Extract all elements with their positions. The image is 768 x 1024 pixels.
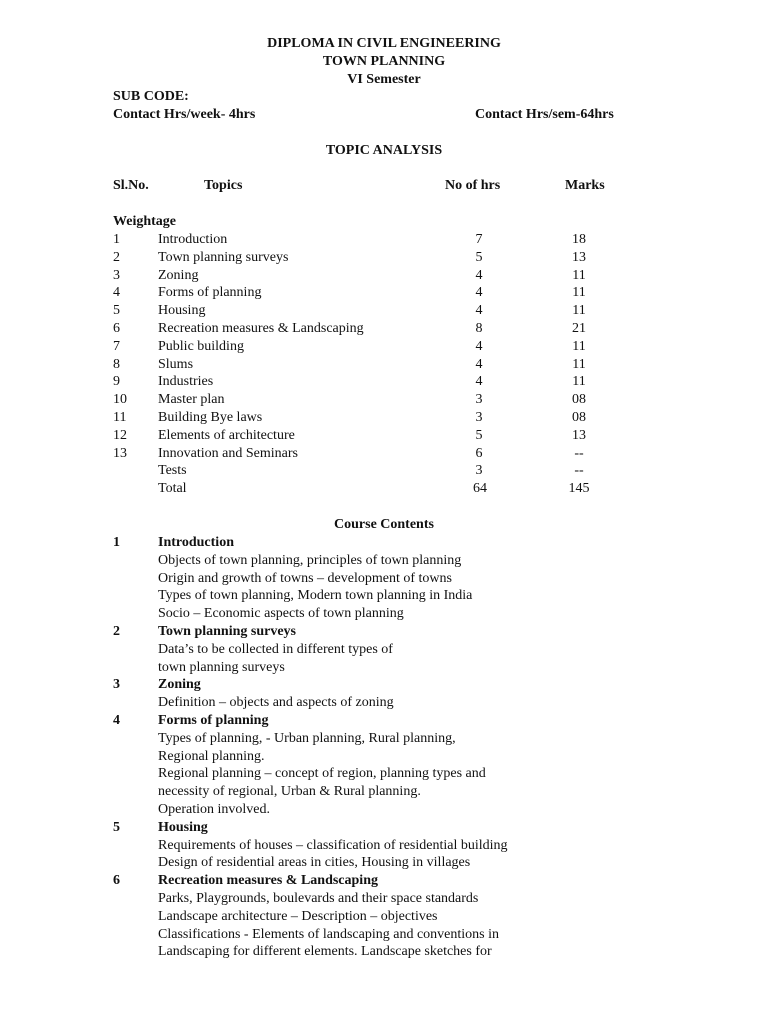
- section-line: necessity of regional, Urban & Rural planning.: [158, 784, 421, 800]
- section-lines: [158, 890, 499, 961]
- section-line: Definition – objects and aspects of zoning: [158, 695, 394, 711]
- table-row: [0, 338, 768, 356]
- row-number: 8: [113, 356, 120, 372]
- row-topic: Zoning: [158, 267, 199, 283]
- section-number: 2: [113, 624, 120, 639]
- row-number: 9: [113, 374, 120, 390]
- row-marks: 13: [572, 249, 586, 265]
- section-title: Housing: [158, 819, 208, 835]
- row-marks: 08: [572, 392, 586, 408]
- section-line: Landscaping for different elements. Landscape sketches for: [158, 944, 492, 960]
- row-marks: --: [574, 463, 584, 479]
- section-line: town planning surveys: [158, 659, 285, 675]
- contact-hours-week: Contact Hrs/week- 4hrs: [113, 107, 256, 122]
- row-hours: 3: [475, 392, 483, 408]
- table-row: [0, 427, 768, 445]
- row-number: 3: [113, 267, 120, 283]
- row-marks: 11: [572, 267, 586, 283]
- row-number: 7: [113, 338, 120, 354]
- row-hours: 5: [475, 427, 483, 443]
- row-marks: 11: [572, 374, 586, 390]
- row-hours: 64: [473, 481, 487, 497]
- table-row: [0, 373, 768, 391]
- table-row: [0, 284, 768, 302]
- row-topic: Master plan: [158, 392, 225, 408]
- row-marks: 11: [572, 285, 586, 301]
- row-hours: 4: [475, 356, 483, 372]
- section-number: 6: [113, 873, 120, 889]
- header-semester: VI Semester: [347, 72, 421, 87]
- row-topic: Introduction: [158, 232, 228, 247]
- section-title: Zoning: [158, 677, 201, 693]
- section-title: Town planning surveys: [158, 624, 296, 639]
- row-hours: 3: [475, 463, 483, 479]
- row-topic: Housing: [158, 303, 206, 319]
- row-hours: 8: [475, 321, 483, 336]
- row-hours: 5: [475, 249, 483, 265]
- row-topic: Recreation measures & Landscaping: [158, 321, 364, 336]
- row-marks: 18: [572, 232, 586, 247]
- section-number: 1: [113, 535, 120, 550]
- topic-table-header: [0, 177, 768, 195]
- table-row: [0, 445, 768, 463]
- row-topic: Industries: [158, 374, 214, 390]
- row-topic: Total: [158, 481, 187, 497]
- contact-hours-semester: Contact Hrs/sem-64hrs: [475, 107, 614, 122]
- row-marks: 11: [572, 356, 586, 372]
- row-number: 5: [113, 303, 120, 319]
- row-hours: 4: [475, 338, 483, 354]
- col-header-slno: Sl.No.: [113, 178, 149, 193]
- table-row: [0, 302, 768, 320]
- row-hours: 6: [475, 445, 483, 461]
- weightage-label: Weightage: [113, 214, 176, 229]
- section-number: 5: [113, 819, 120, 835]
- row-topic: Building Bye laws: [158, 410, 263, 425]
- row-number: 12: [113, 427, 127, 443]
- row-topic: Town planning surveys: [158, 249, 289, 265]
- row-number: 11: [113, 410, 127, 425]
- section-line: Design of residential areas in cities, Housing in villages: [158, 855, 471, 871]
- section-number: 4: [113, 713, 120, 728]
- section-line: Regional planning.: [158, 748, 265, 764]
- table-row: [0, 462, 768, 480]
- section-line: Landscape architecture – Description – objectives: [158, 908, 438, 924]
- row-hours: 7: [475, 232, 483, 247]
- row-topic: Public building: [158, 338, 244, 354]
- row-number: 6: [113, 321, 120, 336]
- row-number: 10: [113, 392, 127, 408]
- row-hours: 4: [475, 303, 483, 319]
- topic-analysis-title: TOPIC ANALYSIS: [325, 143, 443, 158]
- row-marks: 145: [568, 481, 590, 497]
- row-topic: Elements of architecture: [158, 427, 295, 443]
- section-lines: [158, 641, 393, 677]
- section-line: Origin and growth of towns – development of towns: [158, 570, 452, 586]
- row-hours: 4: [475, 374, 483, 390]
- section-line: Classifications - Elements of landscaping and conventions in: [158, 926, 499, 942]
- section-number: 3: [113, 677, 120, 693]
- row-marks: 11: [572, 303, 586, 319]
- table-row: [0, 480, 768, 498]
- row-marks: --: [574, 445, 584, 461]
- table-row: [0, 231, 768, 249]
- row-topic: Innovation and Seminars: [158, 445, 298, 461]
- table-row: [0, 267, 768, 285]
- col-header-hrs: No of hrs: [445, 178, 501, 193]
- row-hours: 4: [475, 267, 483, 283]
- row-topic: Tests: [158, 463, 187, 479]
- header-subject: TOWN PLANNING: [322, 54, 446, 69]
- section-line: Operation involved.: [158, 801, 270, 817]
- section-lines: [158, 552, 472, 623]
- sub-code-label: SUB CODE:: [113, 89, 189, 104]
- section-lines: [158, 694, 394, 712]
- row-hours: 3: [475, 410, 483, 425]
- section-line: Objects of town planning, principles of town planning: [158, 552, 462, 568]
- row-number: 13: [113, 445, 127, 461]
- row-number: 4: [113, 285, 120, 301]
- table-row: [0, 320, 768, 338]
- section-title: Introduction: [158, 535, 234, 550]
- section-line: Requirements of houses – classification of residential building: [158, 837, 508, 853]
- table-row: [0, 249, 768, 267]
- row-topic: Slums: [158, 356, 194, 372]
- row-number: 1: [113, 232, 120, 247]
- header-program: DIPLOMA IN CIVIL ENGINEERING: [267, 36, 501, 51]
- table-row: [0, 409, 768, 427]
- table-row: [0, 356, 768, 374]
- col-header-marks: Marks: [565, 178, 605, 193]
- section-line: Regional planning – concept of region, planning types and: [158, 766, 486, 782]
- section-title: Forms of planning: [158, 713, 269, 728]
- section-line: Data’s to be collected in different types of: [158, 641, 393, 657]
- section-line: Parks, Playgrounds, boulevards and their space standards: [158, 890, 479, 906]
- section-line: Types of planning, - Urban planning, Rural planning,: [158, 730, 456, 746]
- row-marks: 21: [572, 321, 586, 336]
- section-lines: [158, 730, 486, 819]
- section-line: Types of town planning, Modern town planning in India: [158, 588, 473, 604]
- row-hours: 4: [475, 285, 483, 301]
- section-lines: [158, 837, 508, 873]
- row-marks: 13: [572, 427, 586, 443]
- row-topic: Forms of planning: [158, 285, 262, 301]
- section-line: Socio – Economic aspects of town planning: [158, 606, 404, 622]
- row-marks: 08: [572, 410, 586, 425]
- section-title: Recreation measures & Landscaping: [158, 873, 378, 889]
- table-row: [0, 391, 768, 409]
- col-header-topics: Topics: [204, 178, 243, 193]
- row-marks: 11: [572, 338, 586, 354]
- course-contents-title: Course Contents: [334, 517, 434, 532]
- row-number: 2: [113, 249, 120, 265]
